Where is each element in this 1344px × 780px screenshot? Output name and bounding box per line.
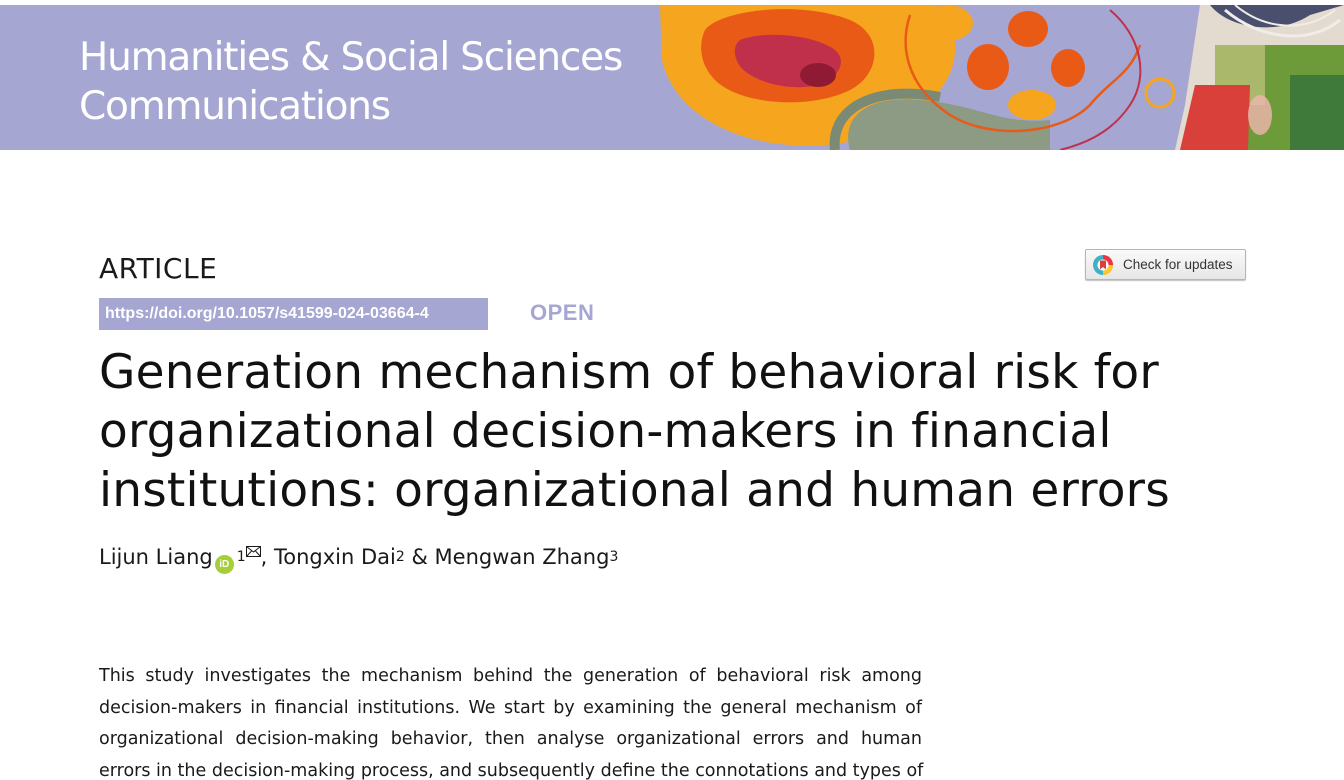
- author-affiliation-sup[interactable]: 2: [395, 549, 405, 565]
- envelope-icon[interactable]: [246, 546, 261, 557]
- journal-title-line2: Communications: [79, 84, 390, 129]
- journal-banner: [0, 5, 1344, 150]
- article-title-line: organizational decision-makers in financial: [99, 404, 1112, 459]
- author-link-lijun-liang[interactable]: Lijun Liang: [99, 545, 213, 569]
- author-link-mengwan-zhang[interactable]: Mengwan Zhang: [434, 545, 610, 569]
- author-separator: ,: [260, 545, 274, 569]
- crossmark-icon: [1092, 254, 1114, 276]
- check-for-updates-button[interactable]: [1085, 249, 1246, 280]
- author-affiliation-sup[interactable]: 1: [236, 549, 246, 565]
- abstract-line: errors in the decision-making process, and subsequently define the connotations and types of: [99, 761, 924, 780]
- journal-title[interactable]: [79, 33, 622, 131]
- orcid-icon[interactable]: iD: [215, 555, 234, 574]
- abstract-text: [99, 661, 922, 780]
- open-access-label: OPEN: [530, 300, 595, 325]
- doi-link[interactable]: https://doi.org/10.1057/s41599-024-03664-4: [99, 298, 488, 330]
- author-list: [99, 545, 618, 571]
- article-title: [99, 343, 1199, 520]
- article-type-label: ARTICLE: [99, 252, 218, 285]
- abstract-line: organizational decision-making behavior, then analyse organizational errors and human: [99, 729, 922, 750]
- article-title-line: Generation mechanism of behavioral risk for: [99, 345, 1159, 400]
- abstract-line: decision-makers in financial institutions. We start by examining the general mechanism of: [99, 697, 922, 718]
- author-separator: &: [404, 545, 435, 569]
- author-affiliation-sup[interactable]: 3: [609, 549, 619, 565]
- abstract-line: This study investigates the mechanism behind the generation of behavioral risk among: [99, 666, 922, 686]
- author-link-tongxin-dai[interactable]: Tongxin Dai: [274, 545, 396, 569]
- journal-title-line1: Humanities & Social Sciences: [79, 35, 623, 80]
- article-title-line: institutions: organizational and human errors: [99, 463, 1170, 518]
- check-for-updates-label: Check for updates: [1123, 257, 1233, 272]
